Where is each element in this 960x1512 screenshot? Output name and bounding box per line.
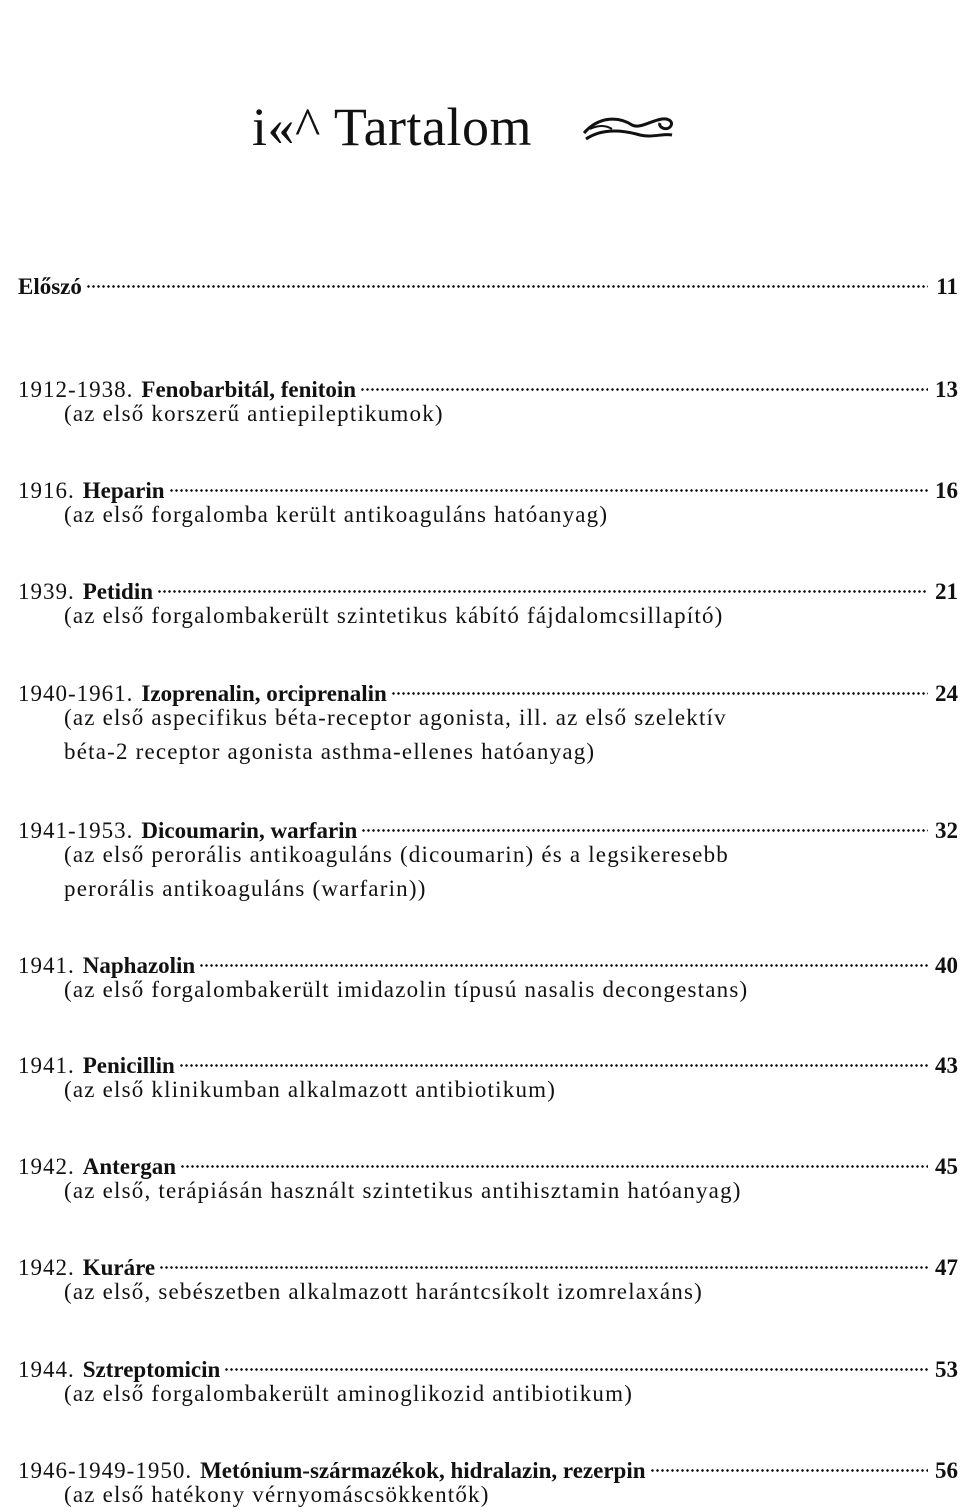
toc-entry-title: Penicillin (82, 1053, 175, 1078)
toc-entry-title: Kuráre (82, 1255, 156, 1280)
toc-entry-description: (az első aspecifikus béta-receptor agonista, ill. az első szelektív (64, 705, 727, 730)
toc-entry-page-number: 40 (935, 953, 958, 978)
toc-entry-heading (18, 1041, 958, 1078)
toc-entry-description: (az első, sebészetben alkalmazott harántcsíkolt izomrelaxáns) (64, 1279, 704, 1304)
toc-entry-title: Naphazolin (82, 953, 196, 978)
toc-entry (18, 262, 958, 299)
toc-entry-heading (18, 262, 958, 299)
toc-entry (18, 806, 958, 906)
toc-entry-description: perorális antikoaguláns (warfarin)) (64, 876, 427, 901)
dot-leader (199, 941, 928, 973)
toc-entry (18, 466, 958, 532)
toc-entry-year: 1941. (18, 953, 75, 978)
toc-entry-title: Előszó (18, 274, 82, 299)
toc-entry-title: Antergan (82, 1154, 177, 1179)
toc-entry-heading (18, 1142, 958, 1179)
toc-entry (18, 1446, 958, 1512)
toc-entry-heading (18, 806, 958, 843)
dot-leader (86, 262, 928, 294)
toc-entry-heading (18, 365, 958, 402)
toc-entry (18, 669, 958, 769)
toc-entry-description: béta-2 receptor agonista asthma-ellenes hatóanyag) (64, 739, 596, 764)
toc-entry-year: 1942. (18, 1255, 75, 1280)
toc-entry-year: 1939. (18, 579, 75, 604)
dot-leader (650, 1446, 928, 1478)
toc-entry-heading (18, 1345, 958, 1382)
toc-entry-year: 1940-1961. (18, 681, 134, 706)
toc-entry-description: (az első forgalombakerült szintetikus kábító fájdalomcsillapító) (64, 603, 724, 628)
toc-entry-heading (18, 1243, 958, 1280)
toc-entry-description: (az első forgalombakerült imidazolin típusú nasalis decongestans) (64, 977, 749, 1002)
toc-entry-year: 1941-1953. (18, 818, 134, 843)
toc-entry-page-number: 45 (935, 1154, 958, 1179)
toc-entry-page-number: 16 (935, 478, 958, 503)
dot-leader (159, 1243, 928, 1275)
toc-entry-title: Heparin (82, 478, 165, 503)
toc-entry-title: Petidin (82, 579, 154, 604)
toc-entry (18, 1243, 958, 1309)
dot-leader (179, 1041, 928, 1073)
toc-entry-title: Izoprenalin, orciprenalin (141, 681, 387, 706)
dot-leader (224, 1345, 928, 1377)
toc-entry-year: 1916. (18, 478, 75, 503)
toc-entry-page-number: 53 (935, 1357, 958, 1382)
toc-entry-heading (18, 1446, 958, 1483)
toc-entry-year: 1942. (18, 1154, 75, 1179)
toc-entry-description: (az első korszerű antiepileptikumok) (64, 401, 444, 426)
toc-entry-heading (18, 669, 958, 706)
toc-entry (18, 1345, 958, 1411)
toc-entry-description: (az első forgalomba került antikoaguláns hatóanyag) (64, 502, 609, 527)
toc-entry-year: 1946-1949-1950. (18, 1458, 193, 1483)
dot-leader (157, 567, 928, 599)
toc-entry-year: 1944. (18, 1357, 75, 1382)
toc-entry-heading (18, 567, 958, 604)
page-title (252, 92, 676, 162)
toc-entry-page-number: 43 (935, 1053, 958, 1078)
dot-leader (361, 806, 928, 838)
toc-entry-description: (az első hatékony vérnyomáscsökkentők) (64, 1482, 490, 1507)
toc-entry-page-number: 56 (935, 1458, 958, 1483)
dot-leader (180, 1142, 928, 1174)
toc-entry-description: (az első perorális antikoaguláns (dicoumarin) és a legsikeresebb (64, 842, 729, 867)
dot-leader (391, 669, 928, 701)
toc-entry (18, 1142, 958, 1208)
toc-entry-description: (az első, terápiásán használt szintetikus antihisztamin hatóanyag) (64, 1178, 742, 1203)
toc-entry-title: Dicoumarin, warfarin (141, 818, 358, 843)
title-text: i«^ Tartalom (252, 97, 533, 157)
toc-entry-year: 1941. (18, 1053, 75, 1078)
toc-entry-page-number: 47 (935, 1255, 958, 1280)
toc-entry (18, 1041, 958, 1107)
toc-entry-title: Fenobarbitál, fenitoin (141, 377, 357, 402)
toc-entry-title: Metónium-származékok, hidralazin, rezerpin (200, 1458, 646, 1483)
ornament-icon (580, 107, 676, 147)
toc-entry (18, 941, 958, 1007)
toc-entry-page-number: 24 (935, 681, 958, 706)
toc-entry-page-number: 13 (935, 377, 958, 402)
toc-entry-page-number: 11 (936, 274, 958, 299)
toc-entry-page-number: 32 (935, 818, 958, 843)
toc-entry-page-number: 21 (935, 579, 958, 604)
toc-entry-description: (az első forgalombakerült aminoglikozid antibiotikum) (64, 1381, 634, 1406)
dot-leader (360, 365, 928, 397)
toc-entry-description: (az első klinikumban alkalmazott antibiotikum) (64, 1077, 557, 1102)
dot-leader (169, 466, 928, 498)
toc-entry (18, 567, 958, 633)
toc-entry-title: Sztreptomicin (82, 1357, 221, 1382)
toc-entry-year: 1912-1938. (18, 377, 134, 402)
toc-entry-heading (18, 466, 958, 503)
toc-entry-heading (18, 941, 958, 978)
toc-entry (18, 365, 958, 431)
